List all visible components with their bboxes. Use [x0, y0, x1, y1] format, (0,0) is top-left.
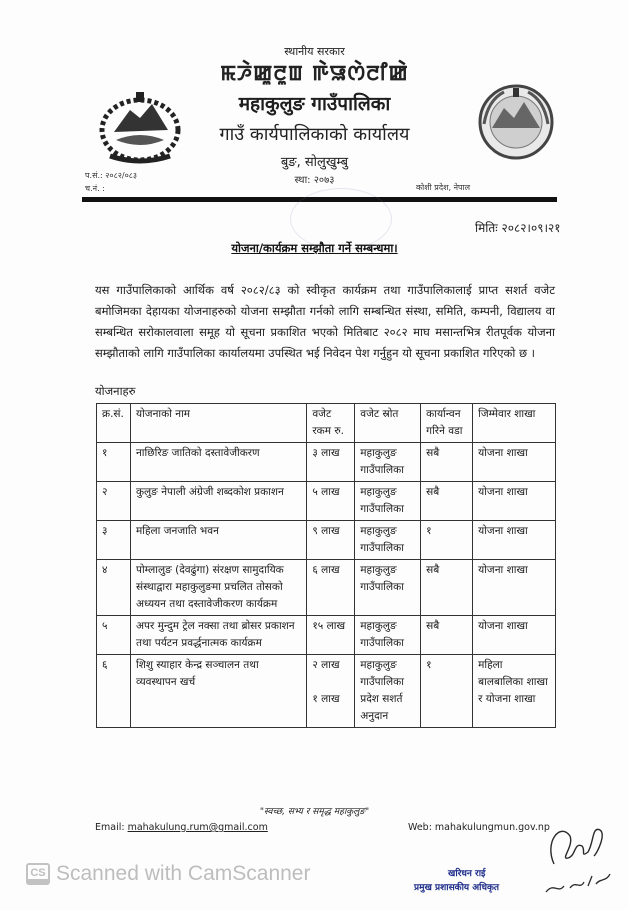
cell-budget: ३ लाख	[307, 443, 355, 482]
footer-web: Web: mahakulungmun.gov.np	[408, 822, 550, 833]
cell-ward: सबै	[421, 443, 473, 482]
cell-plan-name: नाछिरिङ जातिको दस्तावेजीकरण	[130, 443, 306, 482]
signatory-title: प्रमुख प्रशासकीय अधिकृत	[414, 883, 500, 893]
header-serial: क्र.सं.	[97, 404, 131, 443]
dispatch-number: च.नं. :	[85, 184, 105, 193]
cell-source: महाकुलुङ गाउँपालिका	[355, 482, 421, 521]
cell-ward: १	[421, 655, 473, 728]
cell-ward: सबै	[421, 560, 473, 616]
header-plan-name: योजनाको नाम	[130, 404, 306, 443]
table-row	[97, 616, 556, 655]
header-branch: जिम्मेवार शाखा	[473, 404, 556, 443]
cell-ward: १	[421, 521, 473, 560]
office-address: बुङ, सोलुखुम्बु	[280, 155, 349, 170]
municipality-name: महाकुलुङ गाउँपालिका	[238, 93, 391, 115]
table-header-row	[97, 404, 556, 443]
municipality-name-local-script: ꯃꯍꯥꯀꯨꯂꯨꯡ ꯒꯥꯎꯁꯥꯂꯤꯀꯥ	[220, 61, 409, 85]
table-row	[97, 521, 556, 560]
email-label: Email:	[95, 822, 128, 833]
letter-body: यस गाउँपालिकाको आर्थिक वर्ष २०८२/८३ को स्वीकृत कार्यक्रम तथा गाउँपालिकालाई प्राप्त सशर्त वजेट बमोजिमका देहायका योजनाहरुको योजना सम्झौता गर्नको लागि सम्बन्धित संस्था, समिति, कम्पनी, विद्यालय वा सम्बन्धित सरोकालवाला समूह यो सूचना प्रकाशित भएको मितिबाट २०८२ माघ मसान्तभित्र रीतपूर्वक योजना सम्झौताको लागि गाउँपालिका कार्यालयमा उपस्थित भई निवेदन पेश गर्नुहुन यो सूचना प्रकाशित गरिएको छ ।	[95, 283, 555, 360]
camscanner-logo-icon: CS	[26, 863, 50, 885]
camscanner-text: Scanned with CamScanner	[56, 862, 311, 885]
local-government-label: स्थानीय सरकार	[284, 45, 345, 58]
cell-budget: ६ लाख	[307, 560, 355, 616]
budget-line-2: १ लाख	[312, 693, 340, 705]
cell-branch: योजना शाखा	[473, 443, 556, 482]
cell-branch: योजना शाखा	[473, 521, 556, 560]
table-row	[97, 443, 556, 482]
footer-motto: "स्वच्छ, सभ्य र समृद्ध महाकुलुङ"	[259, 807, 370, 817]
cell-plan-name: अपर मुन्दुम ट्रेल नक्सा तथा ब्रोसर प्रकाशन तथा पर्यटन प्रवर्द्धनात्मक कार्यक्रम	[130, 616, 306, 655]
cell-plan-name: महिला जनजाति भवन	[130, 521, 306, 560]
header-budget: वजेट रकम रु.	[307, 404, 355, 443]
cell-serial: ६	[97, 655, 131, 728]
cell-plan-name: कुलुङ नेपाली अंग्रेजी शब्दकोश प्रकाशन	[130, 482, 306, 521]
camscanner-watermark	[26, 862, 310, 886]
cell-branch: योजना शाखा	[473, 616, 556, 655]
plans-table	[96, 403, 556, 728]
cell-serial: ३	[97, 521, 131, 560]
email-link[interactable]: mahakulung.rum@gmail.com	[127, 822, 268, 833]
cell-serial: २	[97, 482, 131, 521]
handwritten-signature-icon	[540, 812, 620, 902]
cell-source: महाकुलुङ गाउँपालिका	[355, 616, 421, 655]
table-row	[97, 655, 556, 728]
footer-email	[95, 822, 268, 833]
cell-source: महाकुलुङ गाउँपालिका	[355, 443, 421, 482]
letter-number: प.सं.: २०८२/०८३	[85, 171, 138, 180]
cell-source: महाकुलुङ गाउँपालिका	[355, 560, 421, 616]
cell-serial: १	[97, 443, 131, 482]
header-source: वजेट स्रोत	[355, 404, 421, 443]
letter-date: मितिः २०८२।०९।२१	[475, 221, 561, 235]
budget-line-1: २ लाख	[312, 659, 340, 671]
cell-branch: योजना शाखा	[473, 482, 556, 521]
cell-budget: ९ लाख	[307, 521, 355, 560]
table-row	[97, 560, 556, 616]
cell-budget	[307, 655, 355, 728]
cell-source: महाकुलुङ गाउँपालिका प्रदेश सशर्त अनुदान	[355, 655, 421, 728]
letter-subject: योजना/कार्यक्रम सम्झौता गर्ने सम्बन्धमा।	[231, 241, 398, 255]
signatory-name: खरिधन राई	[448, 869, 486, 879]
cell-budget: ५ लाख	[307, 482, 355, 521]
cell-source: महाकुलुङ गाउँपालिका	[355, 521, 421, 560]
cell-plan-name: पोम्लालुङ (देवढुंगा) संरक्षण सामुदायिक संस्थाद्वारा महाकुलुङमा प्रचलित तोसको अध्ययन तथा दस्तावेजीकरण कार्यक्रम	[130, 560, 306, 616]
office-name: गाउँ कार्यपालिकाको कार्यालय	[219, 124, 410, 145]
province-label: कोशी प्रदेश, नेपाल	[416, 183, 471, 192]
plans-label: योजनाहरु	[95, 384, 136, 398]
cell-branch: महिला बालबालिका शाखा र योजना शाखा	[473, 655, 556, 728]
table-row	[97, 482, 556, 521]
cell-ward: सबै	[421, 616, 473, 655]
cell-serial: ४	[97, 560, 131, 616]
cell-branch: योजना शाखा	[473, 560, 556, 616]
header-ward: कार्यान्वन गरिने वडा	[421, 404, 473, 443]
cell-serial: ५	[97, 616, 131, 655]
cell-ward: सबै	[421, 482, 473, 521]
established-year: स्था: २०७३	[294, 175, 335, 186]
cell-budget: १५ लाख	[307, 616, 355, 655]
cell-plan-name: शिशु स्याहार केन्द्र सञ्चालन तथा व्यवस्थापन खर्च	[130, 655, 306, 728]
